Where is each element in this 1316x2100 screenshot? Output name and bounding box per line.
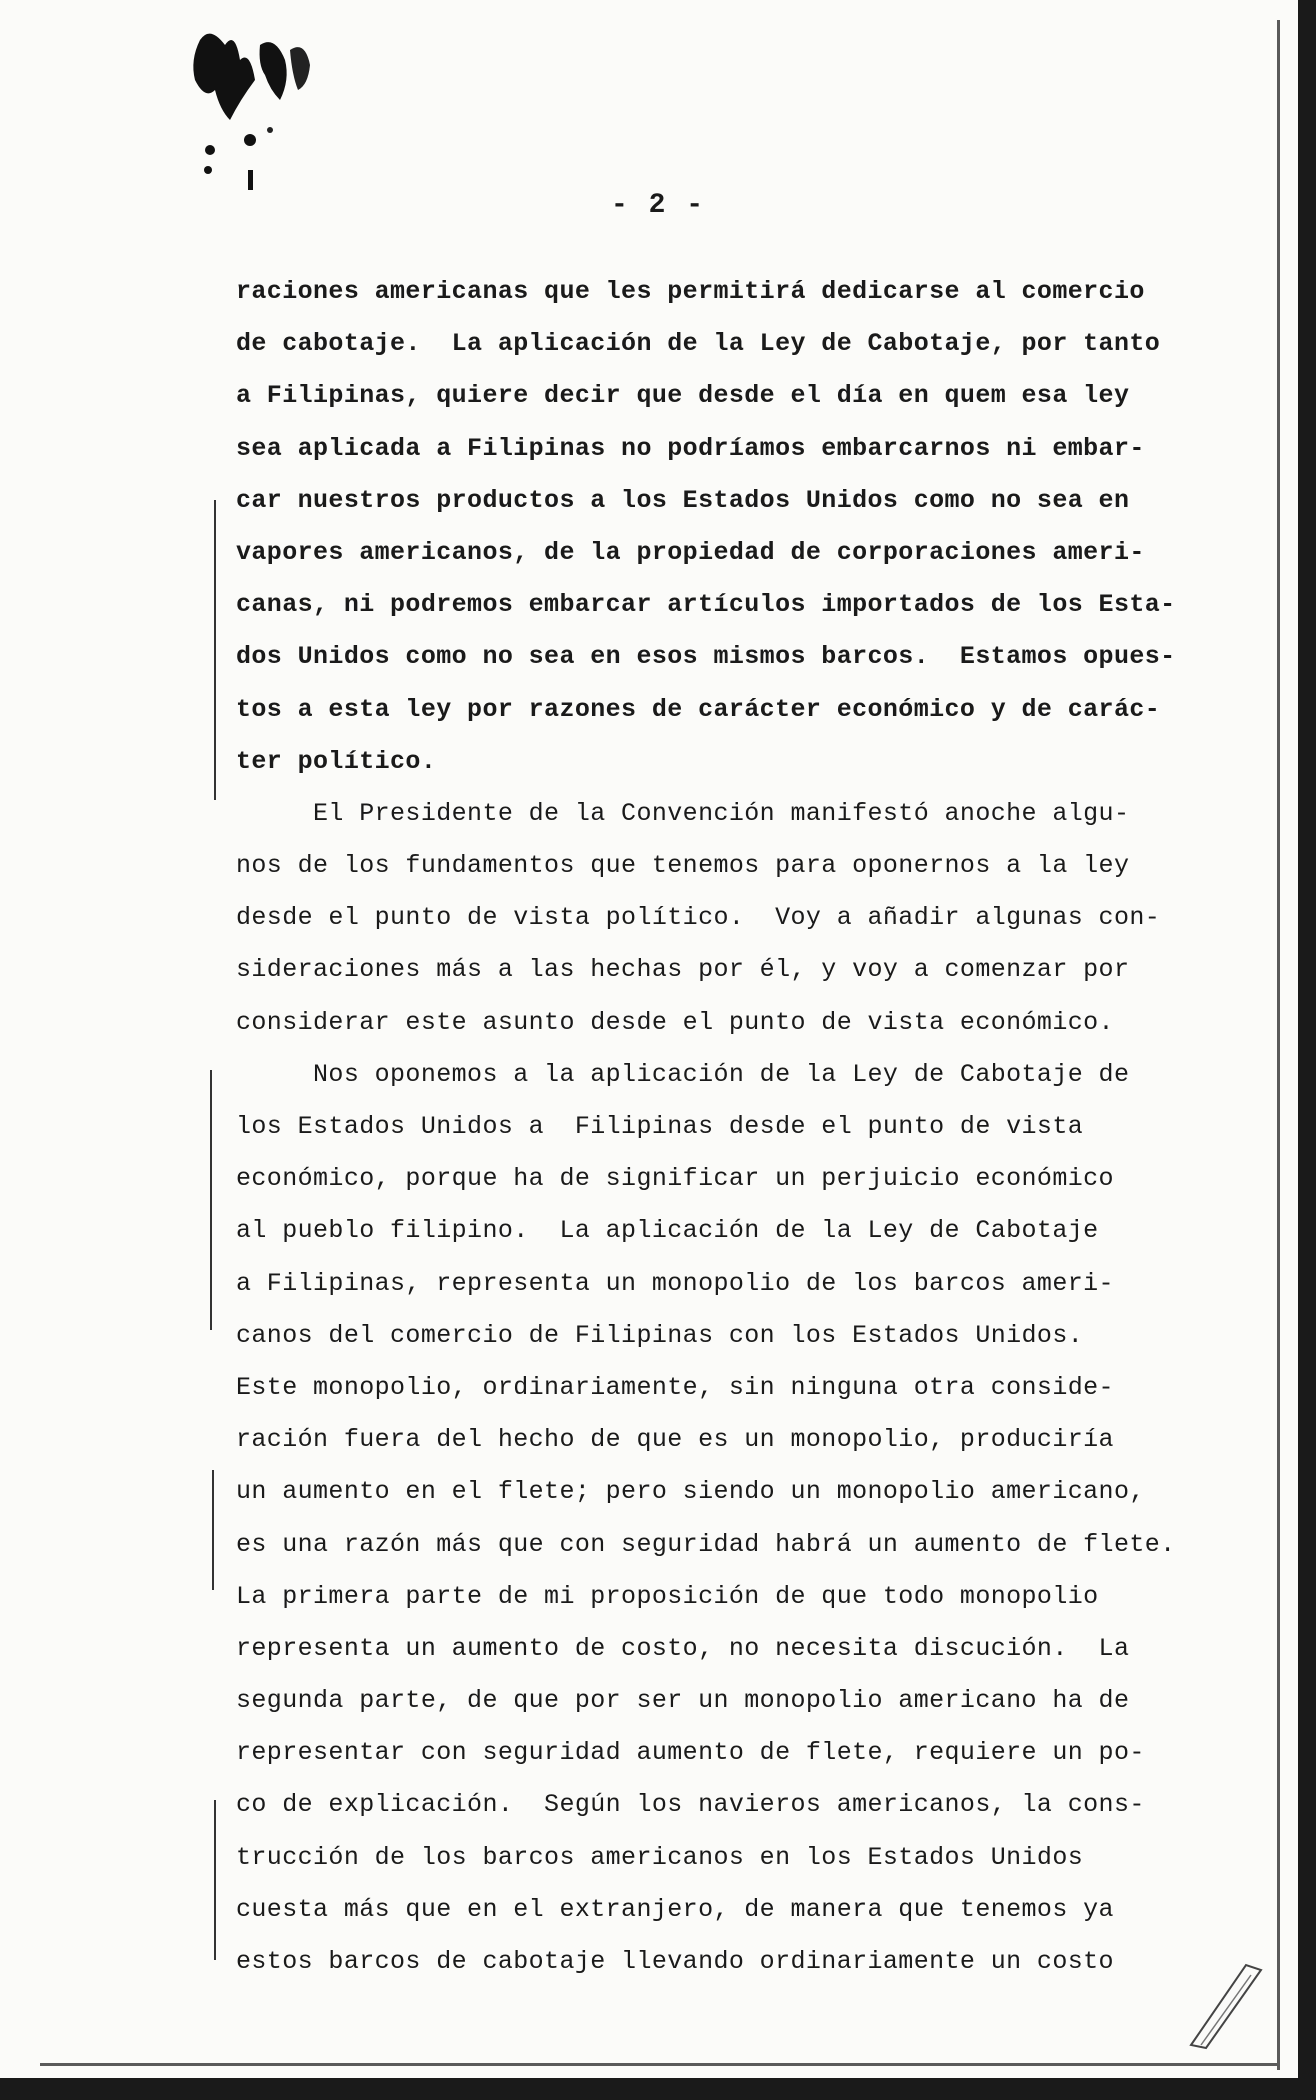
text-line: Nos oponemos a la aplicación de la Ley de Cabotaje de xyxy=(236,1059,1130,1089)
paragraph-1 xyxy=(236,266,1196,788)
document-body xyxy=(236,266,1196,1988)
text-line: car nuestros productos a los Estados Unidos como no sea en xyxy=(236,485,1130,515)
text-line: sea aplicada a Filipinas no podríamos embarcarnos ni embar- xyxy=(236,433,1145,463)
text-line: El Presidente de la Convención manifestó anoche algu- xyxy=(236,798,1130,828)
text-line: un aumento en el flete; pero siendo un monopolio americano, xyxy=(236,1477,1145,1507)
margin-mark-4 xyxy=(214,1800,216,1960)
text-line: representar con seguridad aumento de flete, requiere un po- xyxy=(236,1738,1145,1768)
scan-border-bottom xyxy=(0,2078,1316,2100)
text-line: cuesta más que en el extranjero, de manera que tenemos ya xyxy=(236,1894,1114,1924)
text-line: estos barcos de cabotaje llevando ordinariamente un costo xyxy=(236,1947,1114,1976)
text-line: segunda parte, de que por ser un monopolio americano ha de xyxy=(236,1686,1130,1716)
margin-mark-1 xyxy=(214,500,216,800)
text-line: a Filipinas, quiere decir que desde el día en quem esa ley xyxy=(236,381,1130,411)
text-line: trucción de los barcos americanos en los Estados Unidos xyxy=(236,1842,1084,1872)
corner-fold-icon xyxy=(1186,1960,1266,2050)
text-line: sideraciones más a las hechas por él, y voy a comenzar por xyxy=(236,955,1130,985)
text-line: ter político. xyxy=(236,746,437,776)
text-line: La primera parte de mi proposición de que todo monopolio xyxy=(236,1581,1099,1611)
text-line: de cabotaje. La aplicación de la Ley de Cabotaje, por tanto xyxy=(236,329,1161,359)
paragraph-2 xyxy=(236,788,1196,1049)
text-line: a Filipinas, representa un monopolio de los barcos ameri- xyxy=(236,1268,1114,1298)
text-line: co de explicación. Según los navieros americanos, la cons- xyxy=(236,1790,1145,1820)
text-line: dos Unidos como no sea en esos mismos barcos. Estamos opues- xyxy=(236,642,1176,672)
text-line: los Estados Unidos a Filipinas desde el punto de vista xyxy=(236,1112,1084,1141)
text-line: vapores americanos, de la propiedad de corporaciones ameri- xyxy=(236,537,1145,567)
text-line: es una razón más que con seguridad habrá un aumento de flete. xyxy=(236,1529,1176,1559)
ink-blot-icon xyxy=(180,20,330,200)
margin-mark-3 xyxy=(212,1470,214,1590)
text-line: representa un aumento de costo, no necesita discución. La xyxy=(236,1633,1130,1663)
text-line: canas, ni podremos embarcar artículos importados de los Esta- xyxy=(236,590,1176,620)
text-line: económico, porque ha de significar un perjuicio económico xyxy=(236,1164,1114,1194)
text-line: Este monopolio, ordinariamente, sin ninguna otra conside- xyxy=(236,1372,1114,1402)
text-line: nos de los fundamentos que tenemos para oponernos a la ley xyxy=(236,851,1130,881)
text-line: al pueblo filipino. La aplicación de la Ley de Cabotaje xyxy=(236,1216,1099,1246)
text-line: canos del comercio de Filipinas con los Estados Unidos. xyxy=(236,1320,1084,1350)
scan-border-right xyxy=(1298,0,1316,2100)
text-line: considerar este asunto desde el punto de vista económico. xyxy=(236,1007,1114,1037)
margin-mark-2 xyxy=(210,1070,212,1330)
text-line: ración fuera del hecho de que es un monopolio, produciría xyxy=(236,1425,1114,1455)
page-number: - 2 - xyxy=(610,190,705,221)
paragraph-3 xyxy=(236,1049,1196,1988)
text-line: raciones americanas que les permitirá dedicarse al comercio xyxy=(236,277,1145,306)
paper-edge-bottom xyxy=(40,2063,1280,2066)
paper-edge-right xyxy=(1277,20,1280,2070)
text-line: desde el punto de vista político. Voy a añadir algunas con- xyxy=(236,903,1161,933)
text-line: tos a esta ley por razones de carácter económico y de carác- xyxy=(236,694,1161,724)
